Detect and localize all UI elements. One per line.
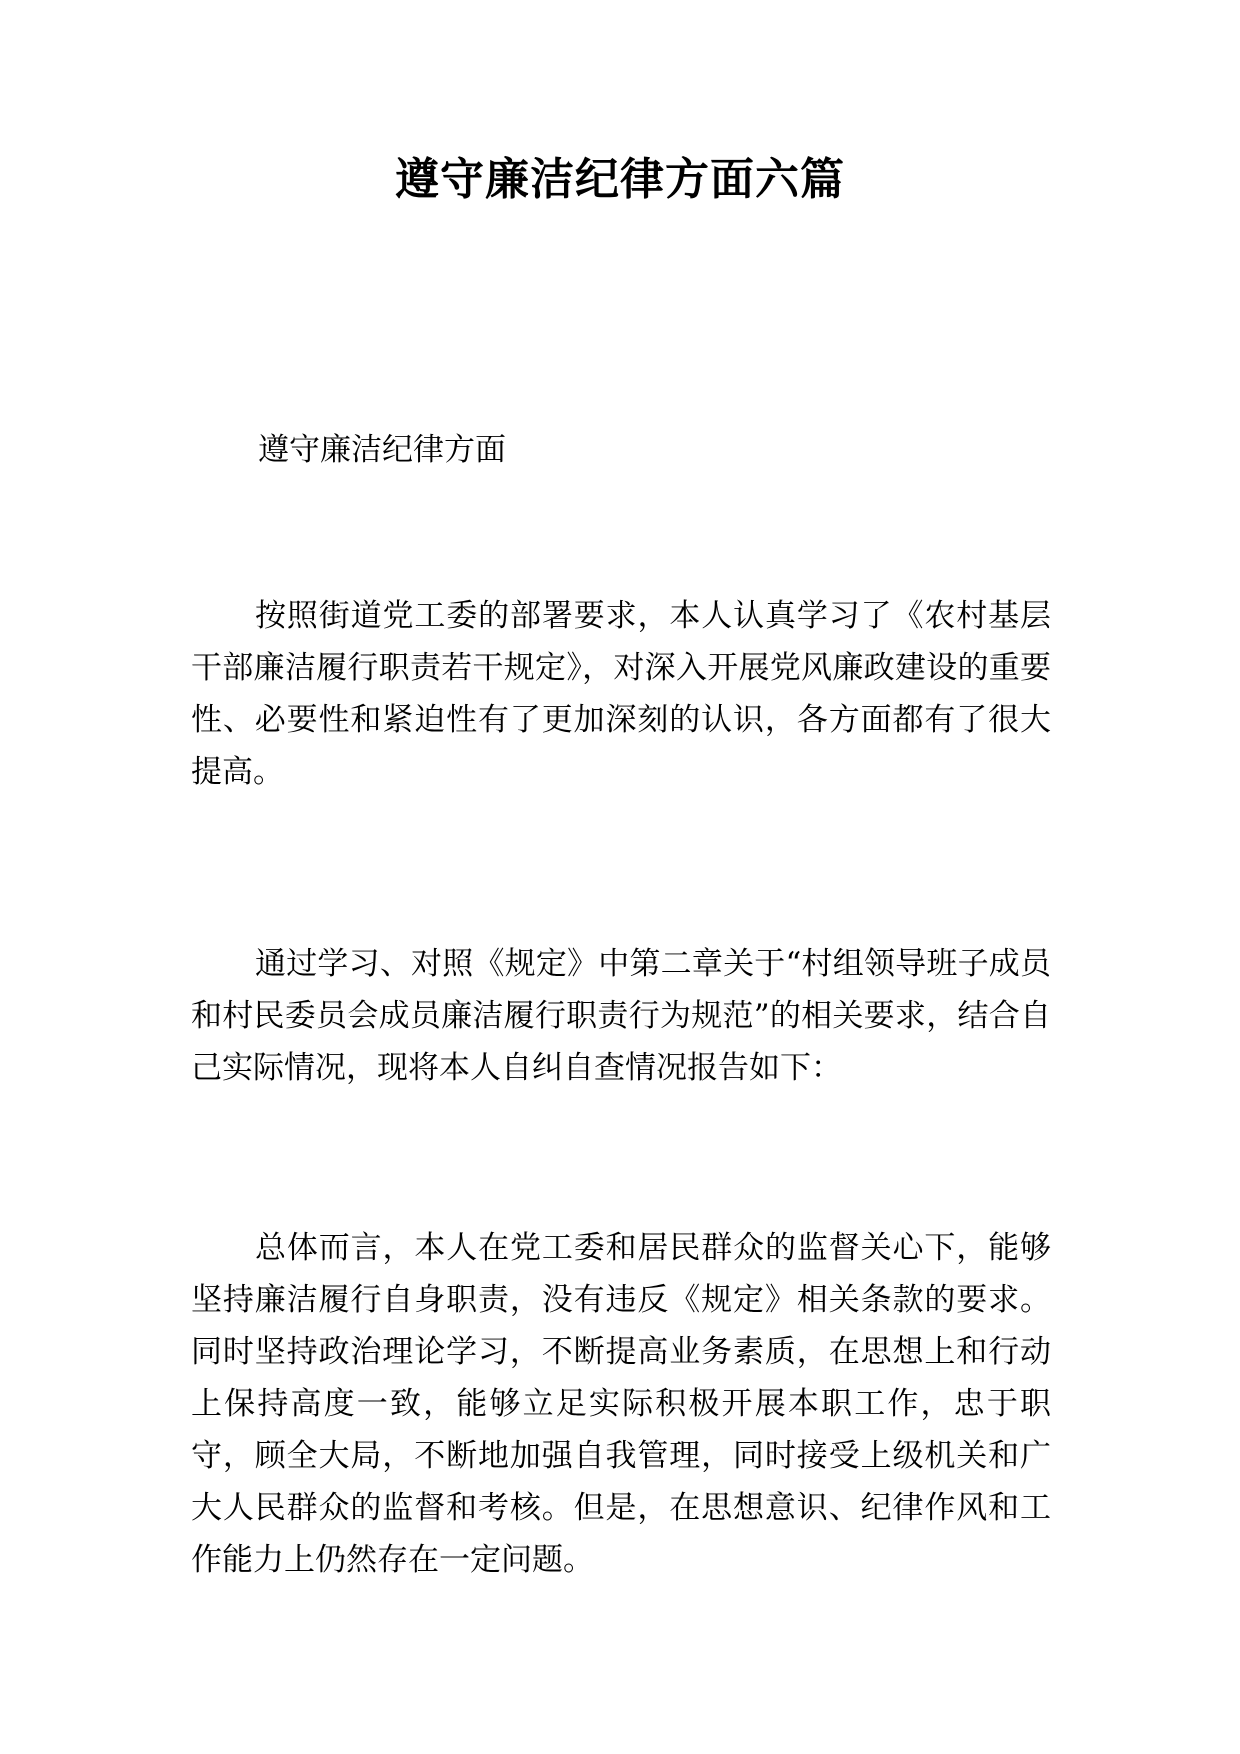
document-title: 遵守廉洁纪律方面六篇 <box>395 154 845 205</box>
paragraph-3: 总体而言，本人在党工委和居民群众的监督关心下，能够坚持廉洁履行自身职责，没有违反《规定》相关条款的要求。同时坚持政治理论学习，不断提高业务素质，在思想上和行动上保持高度一致，能够立足实际积极开展本职工作，忠于职守，顾全大局，不断地加强自我管理，同时接受上级机关和广大人民群众的监督和考核。但是，在思想意识、纪律作风和工作能力上仍然存在一定问题。 <box>191 1230 1051 1578</box>
section-heading: 遵守廉洁纪律方面 <box>258 432 506 468</box>
paragraph-1: 按照街道党工委的部署要求，本人认真学习了《农村基层干部廉洁履行职责若干规定》，对深入开展党风廉政建设的重要性、必要性和紧迫性有了更加深刻的认识，各方面都有了很大提高。 <box>191 598 1051 790</box>
paragraph-2: 通过学习、对照《规定》中第二章关于“村组领导班子成员和村民委员会成员廉洁履行职责行为规范”的相关要求，结合自己实际情况，现将本人自纠自查情况报告如下： <box>191 946 1051 1086</box>
